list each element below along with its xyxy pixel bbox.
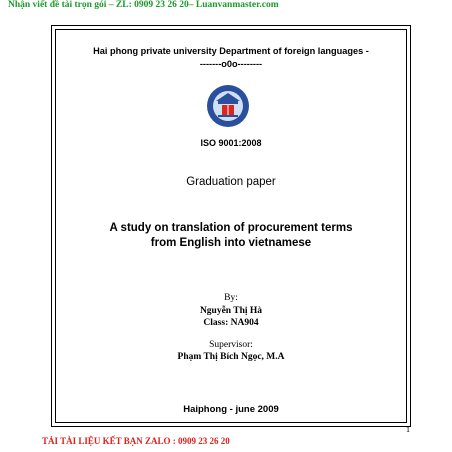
university-logo-icon — [206, 84, 250, 128]
supervisor-name: Phạm Thị Bích Ngọc, M.A — [177, 352, 285, 362]
document-type: Graduation paper — [186, 176, 276, 188]
author-name: Nguyễn Thị Hà — [199, 306, 263, 316]
thesis-title-line-2: from English into vietnamese — [150, 237, 312, 249]
institution-line-1: Hai phong private university Department of foreign languages - — [93, 46, 369, 56]
cover-page-frame — [51, 25, 411, 427]
page-number: 1 — [406, 425, 410, 434]
footer-banner: TẢI TÀI LIỆU KẾT BẠN ZALO : 0909 23 26 20 — [42, 436, 230, 446]
institution-line-2: -------o0o-------- — [199, 59, 263, 69]
supervisor-label: Supervisor: — [209, 340, 253, 350]
thesis-title-line-1: A study on translation of procurement terms — [109, 222, 353, 234]
by-label: By: — [224, 293, 238, 303]
place-and-date: Haiphong - june 2009 — [183, 404, 279, 415]
author-class: Class: NA904 — [203, 318, 259, 328]
iso-certification: ISO 9001:2008 — [200, 138, 262, 148]
header-banner: Nhận viết đề tài trọn gói – ZL: 0909 23 26 20– Luanvanmaster.com — [8, 0, 279, 10]
